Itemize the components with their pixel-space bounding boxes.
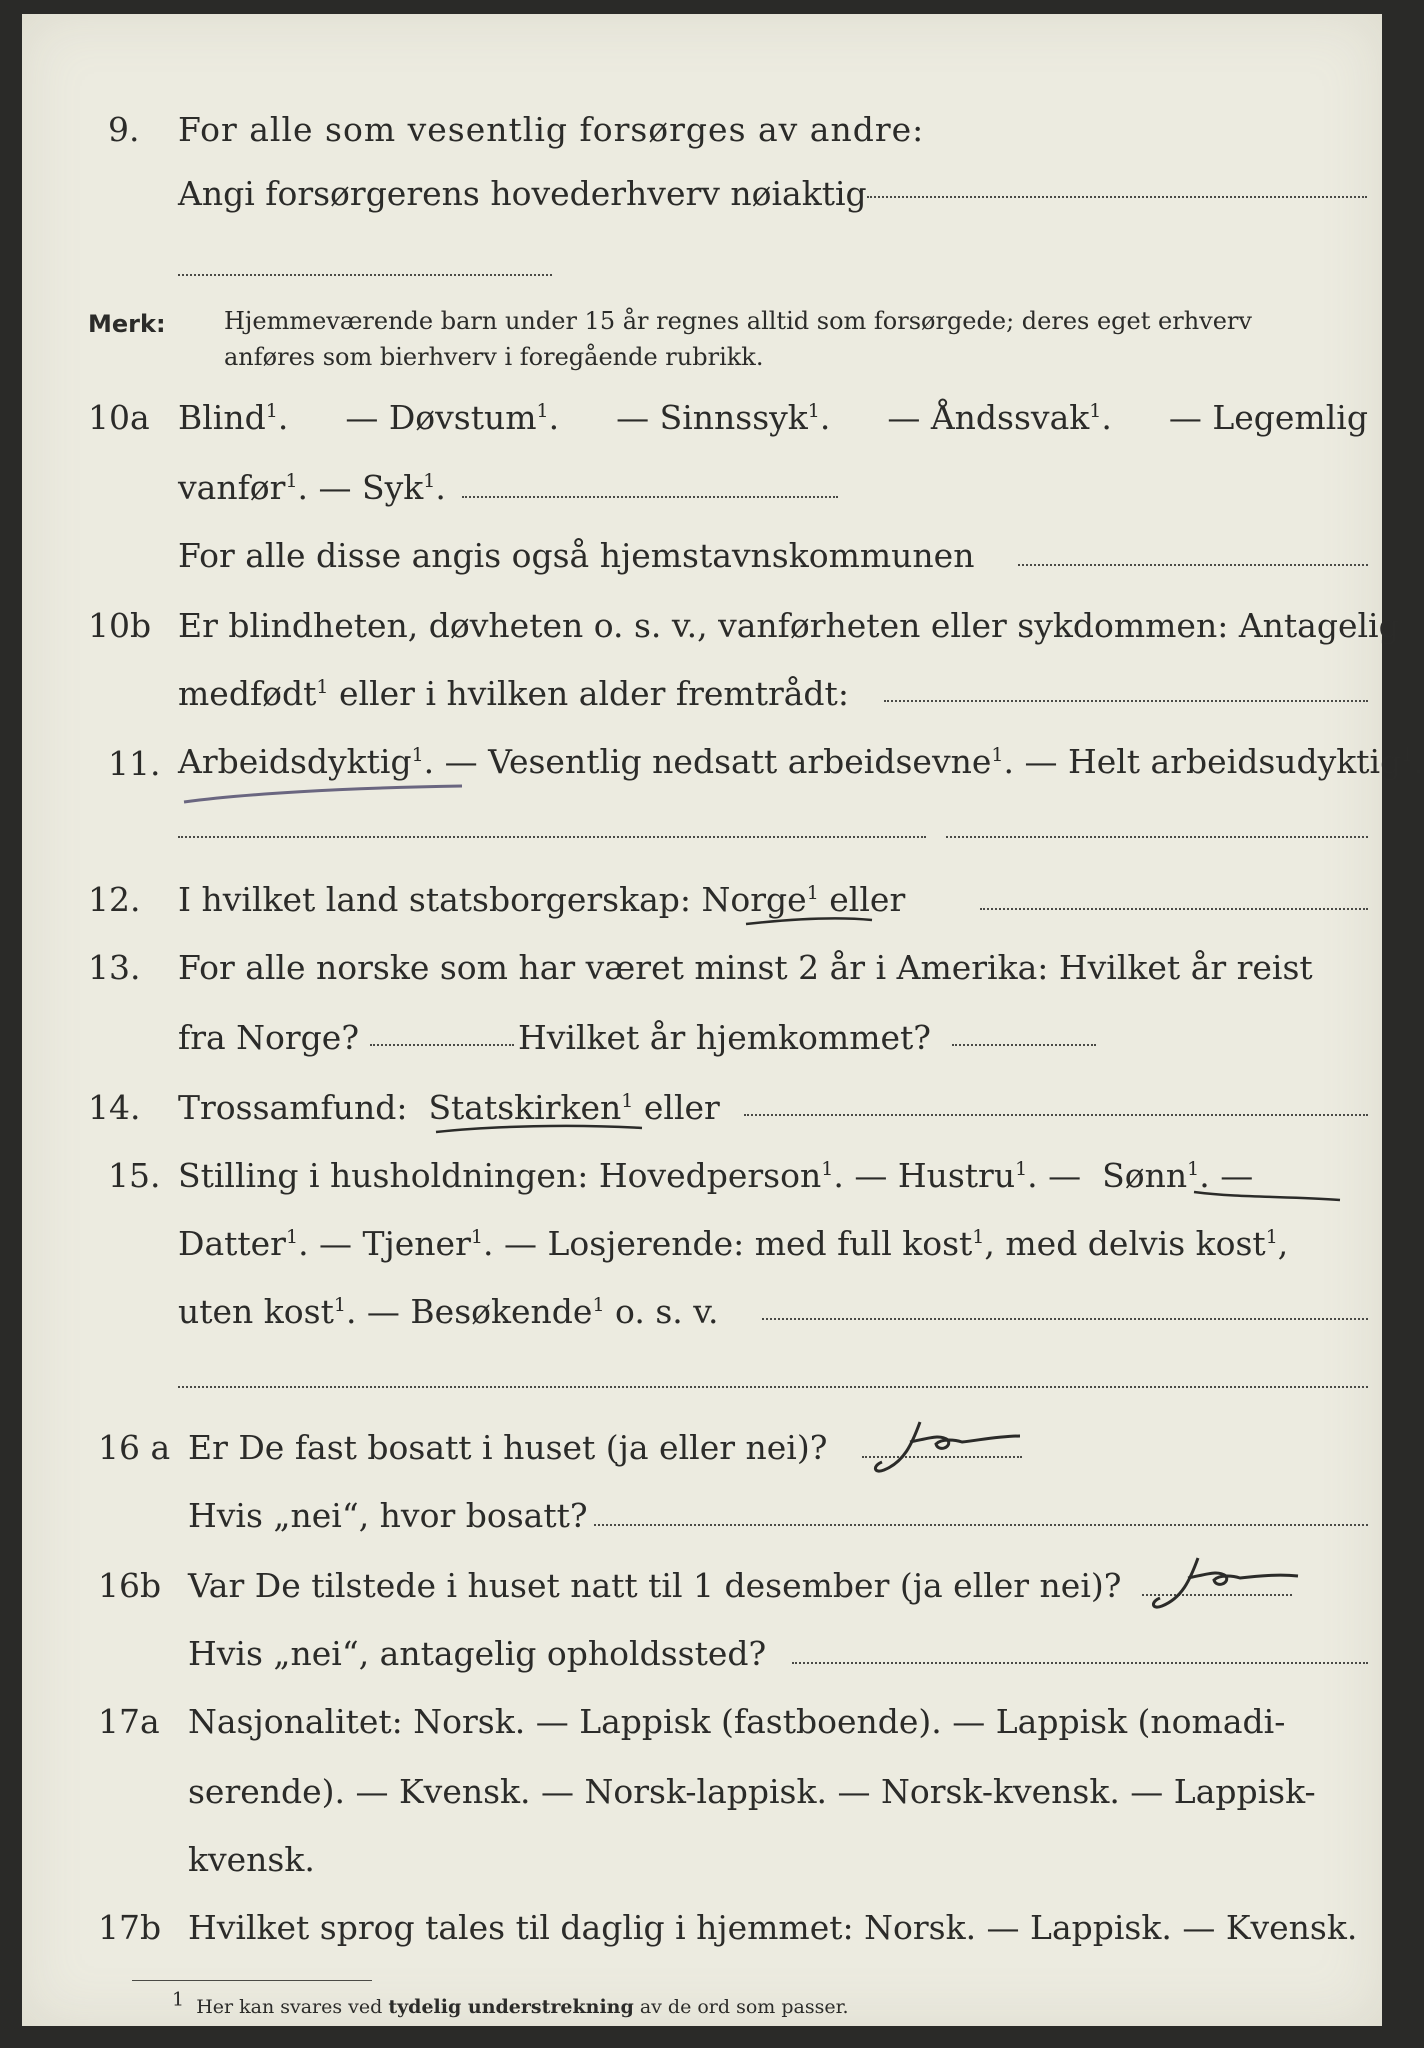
q10a-number: 10a [88,398,150,437]
q15-line3: uten kost$^1$. — Besøkende$^1$ o. s. v. [178,1292,719,1331]
q14-line: Trossamfund: Statskirken$^1$ eller [178,1088,720,1127]
q9-line2: Angi forsørgerens hovederhverv nøiaktig [178,174,867,213]
merk-label: Merk: [88,310,166,338]
q11-answer-line[interactable] [178,836,926,838]
footnote: 1 Her kan svares ved tydelig understrekning av de ord som passer. [172,1988,849,2018]
q12-underline [742,910,882,934]
q13-reist-answer-line[interactable] [370,1044,514,1046]
q10b-number: 10b [88,606,152,645]
census-form-page [22,14,1424,2026]
q15-answer-line-2[interactable] [178,1386,1368,1388]
q10b-answer-line[interactable] [884,700,1368,702]
q12-line: I hvilket land statsborgerskap: Norge$^1$ eller [178,880,906,919]
q11-answer-line-2[interactable] [946,836,1368,838]
q10b-line2: medfødt$^1$ eller i hvilken alder fremtrådt: [178,674,849,713]
q16b-number: 16b [98,1566,162,1605]
q15-line1: Stilling i husholdningen: Hovedperson$^1$. — Hustru$^1$. — Sønn$^1$. — [178,1156,1254,1195]
q17a-line1: Nasjonalitet: Norsk. — Lappisk (fastboende). — Lappisk (nomadi- [188,1702,1286,1741]
q11-line: Arbeidsdyktig$^1$. — Vesentlig nedsatt arbeidsevne$^1$. — Helt arbeidsudyktig$^1$. [178,742,1424,781]
q13-line2b: Hvilket år hjemkommet? [518,1018,931,1057]
q14-underline [432,1120,652,1140]
q9-number: 9. [108,110,140,149]
q13-number: 13. [88,948,141,987]
q14-number: 14. [88,1088,141,1127]
q15-number: 15. [108,1156,161,1195]
q16a-handwritten-answer [870,1414,1040,1484]
q17b-number: 17b [98,1908,162,1947]
q15-sonn-underline [1190,1184,1350,1204]
q17a-line2: serende). — Kvensk. — Norsk-lappisk. — Norsk-kvensk. — Lappisk- [188,1772,1316,1811]
q9-answer-line[interactable] [867,196,1367,198]
q12-number: 12. [88,880,141,919]
q13-line1: For alle norske som har været minst 2 år i Amerika: Hvilket år reist [178,948,1313,987]
q13-line2a: fra Norge? [178,1018,360,1057]
merk-line2: anføres som bierhverv i foregående rubrikk. [224,343,764,371]
q9-line1: For alle som vesentlig forsørges av andre: [178,110,925,149]
q10b-line1: Er blindheten, døvheten o. s. v., vanførheten eller sykdommen: Antagelig [178,606,1400,645]
q16b-line1: Var De tilstede i huset natt til 1 desember (ja eller nei)? [188,1566,1122,1605]
merk-line1: Hjemmeværende barn under 15 år regnes alltid som forsørgede; deres eget erhverv [224,307,1252,335]
q10a-line2: vanfør$^1$. — Syk$^1$. [178,468,446,507]
q16a-line1: Er De fast bosatt i huset (ja eller nei)? [188,1428,828,1467]
q10a-line3: For alle disse angis også hjemstavnskommunen [178,536,975,575]
q10a-hjemstavn-answer-line[interactable] [1018,564,1368,566]
q16b-opholdssted-answer-line[interactable] [792,1662,1368,1664]
q16a-number: 16 a [98,1428,171,1467]
q10a-syk-answer-line[interactable] [462,496,838,498]
q16a-line2: Hvis „nei“, hvor bosatt? [188,1496,588,1535]
q17a-number: 17a [98,1702,160,1741]
q15-answer-line[interactable] [762,1318,1368,1320]
q14-answer-line[interactable] [744,1114,1368,1116]
q17b-line1: Hvilket sprog tales til daglig i hjemmet: Norsk. — Lappisk. — Kvensk. [188,1908,1358,1947]
q16a-bosatt-answer-line[interactable] [594,1524,1368,1526]
q10a-line1: Blind$^1$. — Døvstum$^1$. — Sinnssyk$^1$. — Åndssvak$^1$. — Legemlig [178,398,1368,437]
footnote-rule [132,1980,372,1981]
q15-line2: Datter$^1$. — Tjener$^1$. — Losjerende: med full kost$^1$, med delvis kost$^1$, [178,1224,1289,1263]
q12-answer-line[interactable] [980,908,1368,910]
q13-hjemkommet-answer-line[interactable] [952,1044,1096,1046]
q17a-line3: kvensk. [188,1840,315,1879]
q11-pencil-underline [182,780,482,810]
q16b-handwritten-answer [1148,1550,1318,1620]
q16b-line2: Hvis „nei“, antagelig opholdssted? [188,1634,767,1673]
q9-answer-line-2[interactable] [178,274,552,276]
q11-number: 11. [108,744,161,783]
